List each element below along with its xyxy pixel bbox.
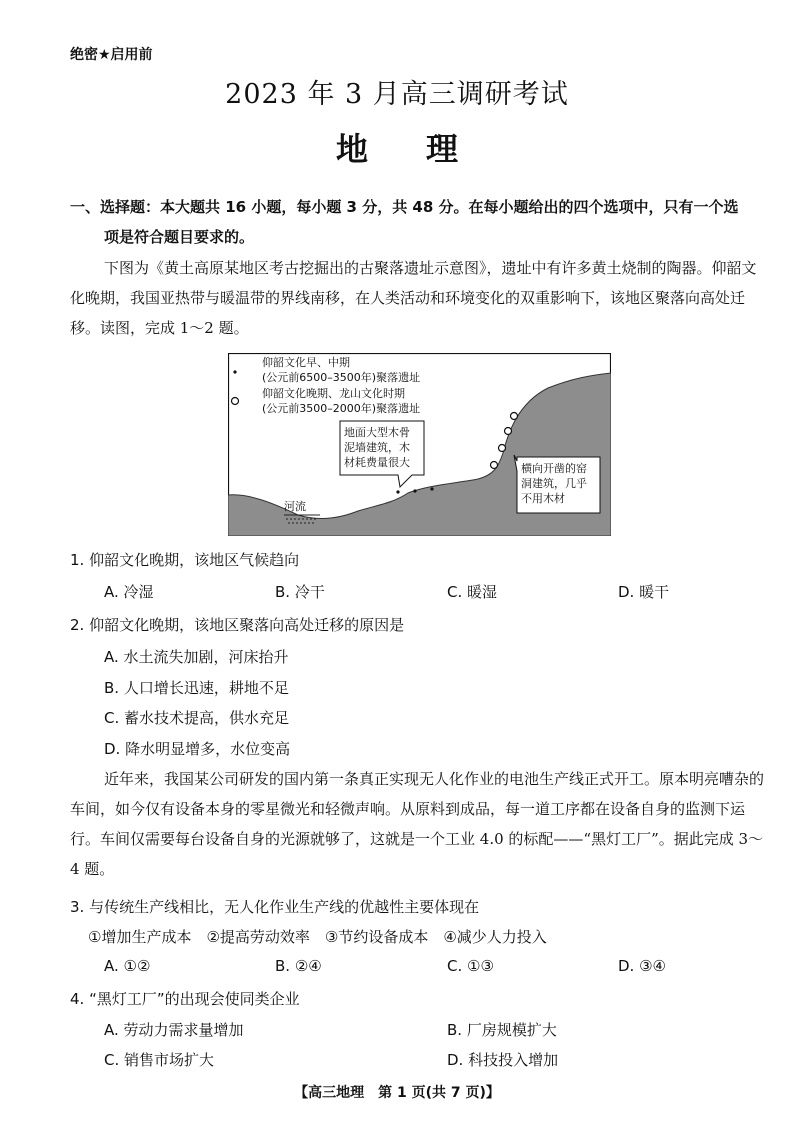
early-settlement-dot-icon — [430, 487, 433, 490]
river-label: 河流 — [284, 500, 306, 513]
q4-option-d: D. 科技投入增加 — [447, 1051, 559, 1069]
callout2-line2: 洞建筑，几乎 — [521, 477, 587, 490]
exam-subject: 地理 — [335, 130, 516, 168]
q1-option-b: B. 冷干 — [275, 583, 325, 601]
exam-title: 2023 年 3 月高三调研考试 — [225, 79, 569, 110]
q4-option-b: B. 厂房规模扩大 — [447, 1021, 557, 1039]
late-settlement-circle-icon — [511, 413, 518, 420]
page-footer: 【高三地理 第 1 页(共 7 页)】 — [294, 1085, 500, 1101]
q1-option-c: C. 暖湿 — [447, 583, 498, 601]
question-1-stem: 1. 仰韶文化晚期，该地区气候趋向 — [70, 551, 300, 569]
late-settlement-circle-icon — [491, 462, 498, 469]
passage-1: 下图为《黄土高原某地区考古挖掘出的古聚落遗址示意图》，遗址中有许多黄土烧制的陶器。仰韶文化晚期，我国亚热带与暖温带的界线南移，在人类活动和环境变化的双重影响下，该地区聚落向高处迁移。读图，完成 1～2 题。 — [70, 259, 757, 337]
callout1-line1: 地面大型木骨 — [344, 426, 410, 439]
q2-option-b: B. 人口增长迅速，耕地不足 — [104, 679, 289, 697]
q2-option-c: C. 蓄水技术提高，供水充足 — [104, 709, 290, 727]
early-settlement-dot-icon — [396, 490, 399, 493]
question-3-stem: 3. 与传统生产线相比，无人化作业生产线的优越性主要体现在 — [70, 898, 480, 916]
question-2-stem: 2. 仰韶文化晚期，该地区聚落向高处迁移的原因是 — [70, 616, 405, 634]
q4-option-a: A. 劳动力需求量增加 — [104, 1021, 244, 1039]
q4-option-c: C. 销售市场扩大 — [104, 1051, 215, 1069]
callout2-line3: 不用木材 — [521, 492, 565, 505]
legend1-line2: (公元前6500–3500年)聚落遗址 — [262, 371, 421, 384]
callout-2 — [514, 455, 600, 513]
question-4-stem: 4. “黑灯工厂”的出现会使同类企业 — [70, 990, 300, 1008]
q2-option-a: A. 水土流失加剧，河床抬升 — [104, 648, 289, 666]
q1-option-a: A. 冷湿 — [104, 583, 154, 601]
q1-option-d: D. 暖干 — [618, 583, 670, 601]
legend1-line1: 仰韶文化早、中期 — [262, 356, 350, 369]
late-settlement-circle-icon — [505, 428, 512, 435]
q3-option-a: A. ①② — [104, 957, 151, 975]
callout1-line3: 材耗费量很大 — [344, 456, 410, 469]
late-settlement-circle-icon — [499, 445, 506, 452]
q3-option-d: D. ③④ — [618, 957, 666, 975]
settlement-figure — [228, 353, 611, 536]
q3-option-b: B. ②④ — [275, 957, 322, 975]
callout2-line1: 横向开凿的窑 — [521, 462, 587, 475]
section-heading-line1: 一、选择题：本大题共 16 小题，每小题 3 分，共 48 分。在每小题给出的四个选项中，只有一个选 — [70, 198, 739, 216]
legend2-line1: 仰韶文化晚期、龙山文化时期 — [262, 387, 405, 400]
q2-option-d: D. 降水明显增多，水位变高 — [104, 740, 291, 758]
q3-option-c: C. ①③ — [447, 957, 494, 975]
passage-2: 近年来，我国某公司研发的国内第一条真正实现无人化作业的电池生产线正式开工。原本明亮嘈杂的车间，如今仅有设备本身的零星微光和轻微声响。从原料到成品，每一道工序都在设备自身的监测下运行。车间仅需要每台设备自身的光源就够了，这就是一个工业 4.0 的标配——“黑灯工厂”。据此完成 3～4 题。 — [70, 770, 765, 878]
section-heading-line2: 项是符合题目要求的。 — [104, 228, 255, 246]
legend-dot-icon — [233, 370, 236, 373]
callout1-line2: 泥墙建筑，木 — [344, 441, 410, 454]
secret-label: 绝密★启用前 — [70, 47, 153, 63]
early-settlement-dot-icon — [413, 489, 416, 492]
legend-circle-icon — [232, 398, 239, 405]
section-heading — [70, 192, 770, 252]
q3-items: ①增加生产成本 ②提高劳动效率 ③节约设备成本 ④减少人力投入 — [88, 928, 547, 946]
legend2-line2: (公元前3500–2000年)聚落遗址 — [262, 402, 421, 415]
